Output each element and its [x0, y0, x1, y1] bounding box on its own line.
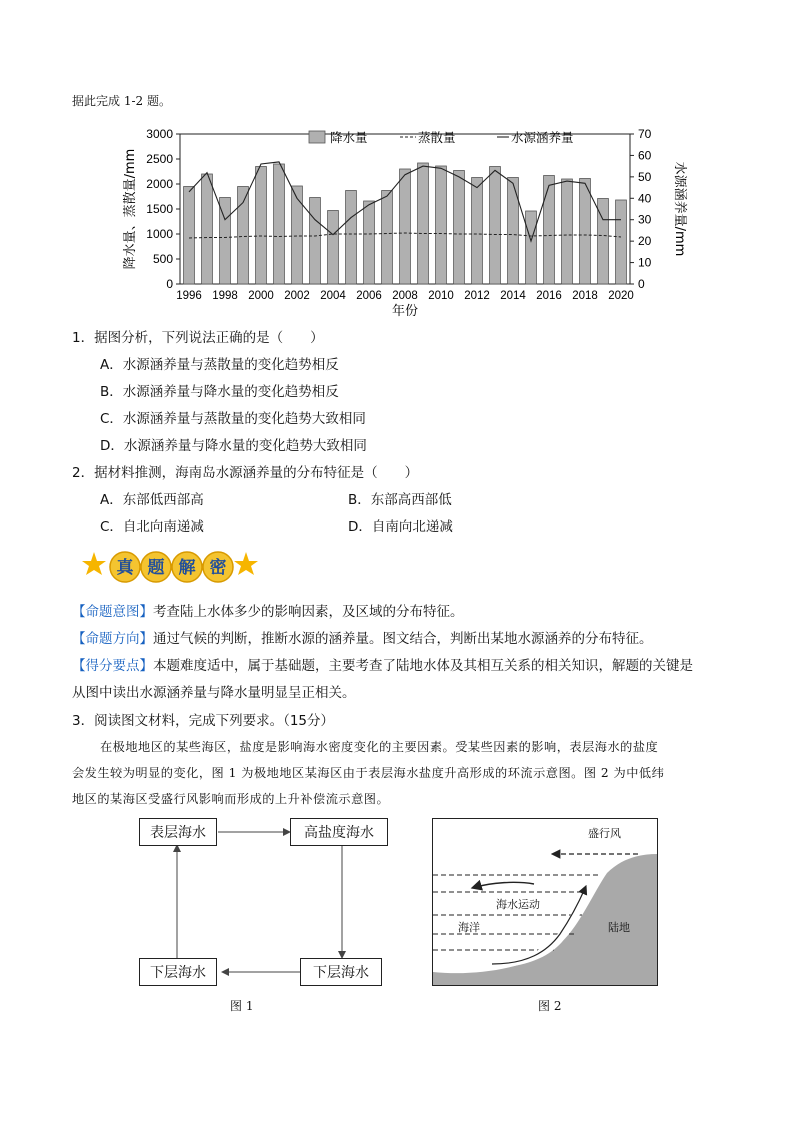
- x-tick-label: 2004: [320, 290, 346, 302]
- precipitation-bar: [292, 186, 303, 284]
- q2-option-a[interactable]: A．东部低西部高: [100, 492, 204, 508]
- q2-option-c[interactable]: C．自北向南递减: [100, 519, 204, 535]
- q2-option-b[interactable]: B．东部高西部低: [348, 492, 452, 508]
- q2-option-d[interactable]: D．自南向北递减: [348, 519, 453, 535]
- figure-1-caption: 图 1: [230, 999, 254, 1013]
- precipitation-bar: [436, 166, 447, 284]
- banner-char: 题: [147, 558, 165, 578]
- precipitation-bar: [364, 201, 375, 284]
- banner-char: 解: [178, 558, 196, 578]
- analysis-text: 本题难度适中，属于基础题，主要考查了陆地水体及其相互关系的相关知识，解题的关键是: [153, 658, 693, 674]
- section-banner: [80, 548, 260, 586]
- q3-material-line-2: 会发生较为明显的变化，图 1 为极地地区某海区由于表层海水盐度升高形成的环流示意图。图 2 为中低纬: [72, 766, 665, 780]
- sea-motion-label: 海水运动: [496, 898, 540, 911]
- q2-stem: 2．据材料推测，海南岛水源涵养量的分布特征是（ ）: [72, 465, 419, 481]
- analysis-tag: 【命题意图】: [72, 604, 153, 620]
- precipitation-bar: [616, 200, 627, 284]
- q1-option-a[interactable]: A．水源涵养量与蒸散量的变化趋势相反: [100, 357, 339, 373]
- y-right-tick-label: 40: [638, 191, 652, 206]
- analysis-tag: 【命题方向】: [72, 631, 153, 647]
- x-tick-label: 2016: [536, 290, 562, 302]
- ocean-label: 海洋: [458, 921, 480, 934]
- legend-precip-swatch: [309, 131, 325, 143]
- y-right-axis-label: 水源涵养量/mm: [672, 161, 687, 257]
- x-tick-label: 1996: [176, 290, 202, 302]
- x-tick-label: 2000: [248, 290, 274, 302]
- x-tick-label: 1998: [212, 290, 238, 302]
- y-left-tick-label: 2500: [146, 152, 173, 166]
- y-right-tick-label: 0: [638, 277, 645, 291]
- x-tick-label: 2008: [392, 290, 418, 302]
- y-left-tick-label: 1000: [146, 227, 173, 241]
- land-label: 陆地: [608, 921, 630, 934]
- wind-label: 盛行风: [588, 827, 621, 840]
- q3-material-line-1: 在极地地区的某些海区，盐度是影响海水密度变化的主要因素。受某些因素的影响，表层海水的盐度: [100, 740, 659, 754]
- analysis-text: 通过气候的判断，推断水源的涵养量。图文结合，判断出某地水源涵养的分布特征。: [153, 631, 653, 647]
- q1-stem: 1．据图分析，下列说法正确的是（ ）: [72, 330, 324, 346]
- precipitation-bar: [310, 198, 321, 285]
- x-axis-label: 年份: [391, 304, 419, 318]
- legend-water-label: 水源涵养量: [511, 130, 574, 145]
- precipitation-bar: [184, 187, 195, 285]
- y-left-tick-label: 1500: [146, 202, 173, 216]
- precipitation-bar: [202, 174, 213, 284]
- y-left-tick-label: 3000: [146, 127, 173, 141]
- precipitation-bar: [400, 169, 411, 284]
- x-tick-label: 2006: [356, 290, 382, 302]
- precipitation-bar: [454, 171, 465, 285]
- q1-option-d[interactable]: D．水源涵养量与降水量的变化趋势大致相同: [100, 438, 367, 454]
- precipitation-chart: [110, 118, 700, 318]
- analysis-line-1: [72, 600, 464, 620]
- precipitation-bar: [472, 178, 483, 285]
- y-right-tick-label: 30: [638, 212, 652, 227]
- analysis-line-4: 从图中读出水源涵养量与降水量明显呈正相关。: [72, 685, 356, 701]
- y-left-axis-label: 降水量、蒸散量/mm: [123, 148, 138, 270]
- precipitation-bar: [526, 211, 537, 284]
- surface-water-box: 表层海水: [139, 818, 217, 846]
- x-tick-label: 2020: [608, 290, 634, 302]
- precipitation-bar: [238, 187, 249, 285]
- high-salinity-water-box: 高盐度海水: [290, 818, 388, 846]
- legend-precip-label: 降水量: [330, 130, 368, 145]
- y-right-tick-label: 20: [638, 234, 652, 249]
- y-left-tick-label: 500: [152, 252, 173, 266]
- figure-2-diagram: [432, 818, 658, 986]
- star-icon: [234, 552, 258, 575]
- y-right-tick-label: 60: [638, 148, 652, 163]
- x-tick-label: 2012: [464, 290, 490, 302]
- y-left-tick-label: 0: [166, 277, 173, 291]
- precipitation-bar: [328, 211, 339, 285]
- legend-evap-label: 蒸散量: [418, 130, 456, 145]
- star-icon: [82, 552, 106, 575]
- precipitation-bar: [508, 178, 519, 285]
- analysis-text: 考查陆上水体多少的影响因素，及区域的分布特征。: [153, 604, 464, 620]
- q3-material-line-3: 地区的某海区受盛行风影响而形成的上升补偿流示意图。: [72, 792, 390, 806]
- q1-option-c[interactable]: C．水源涵养量与蒸散量的变化趋势大致相同: [100, 411, 366, 427]
- figure-2-caption: 图 2: [538, 999, 562, 1013]
- x-tick-label: 2010: [428, 290, 454, 302]
- deep-water-box-left: 下层海水: [139, 958, 217, 986]
- x-tick-label: 2014: [500, 290, 526, 302]
- banner-char: 真: [116, 558, 134, 578]
- precipitation-bar: [418, 163, 429, 284]
- precipitation-bar: [544, 176, 555, 285]
- y-left-tick-label: 2000: [146, 177, 173, 191]
- q3-stem: 3．阅读图文材料，完成下列要求。（15分）: [72, 713, 335, 729]
- x-tick-label: 2018: [572, 290, 598, 302]
- y-right-tick-label: 70: [638, 127, 652, 141]
- analysis-line-2: [72, 627, 653, 647]
- precipitation-bar: [490, 167, 501, 285]
- precipitation-bar: [346, 191, 357, 285]
- analysis-line-3: [72, 654, 693, 674]
- precipitation-bar: [562, 179, 573, 284]
- intro-text: 据此完成 1-2 题。: [72, 94, 171, 108]
- precipitation-bar: [274, 164, 285, 284]
- q1-option-b[interactable]: B．水源涵养量与降水量的变化趋势相反: [100, 384, 339, 400]
- banner-char: 密: [209, 558, 227, 578]
- analysis-tag: 【得分要点】: [72, 658, 153, 674]
- y-right-tick-label: 50: [638, 169, 652, 184]
- precipitation-bar: [382, 191, 393, 285]
- x-tick-label: 2002: [284, 290, 310, 302]
- deep-water-box-right: 下层海水: [300, 958, 382, 986]
- precipitation-bar: [256, 167, 267, 285]
- y-right-tick-label: 10: [638, 255, 652, 270]
- precipitation-bar: [580, 179, 591, 285]
